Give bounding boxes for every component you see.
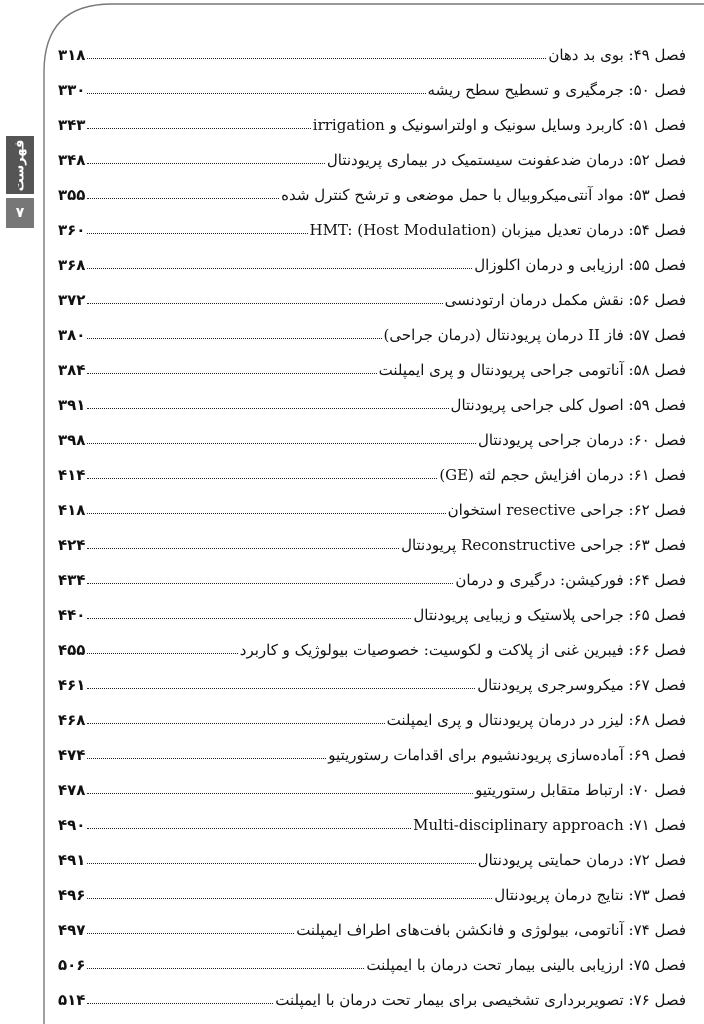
- side-tab-title: فهرست: [6, 136, 34, 194]
- toc-entry[interactable]: [58, 842, 686, 877]
- toc-entry-title: فصل ۶۴: فورکیشن: درگیری و درمان: [455, 570, 686, 589]
- toc-entry[interactable]: [58, 597, 686, 632]
- toc-entry-page: ۵۱۴: [58, 990, 86, 1009]
- dot-leader: [87, 723, 384, 724]
- toc-entry-page: ۴۹۱: [58, 850, 86, 869]
- toc-entry-title: فصل ۶۱: درمان افزایش حجم لثه (GE): [439, 465, 686, 484]
- toc-entry[interactable]: [58, 982, 686, 1017]
- side-tab-page-number: ۷: [6, 198, 34, 228]
- dot-leader: [87, 338, 381, 339]
- toc-entry[interactable]: [58, 422, 686, 457]
- toc-entry-page: ۳۴۸: [58, 150, 86, 169]
- toc-entry[interactable]: [58, 247, 686, 282]
- toc-entry[interactable]: [58, 177, 686, 212]
- toc-entry-title: فصل ۶۲: جراحی resective استخوان: [447, 500, 686, 519]
- toc-entry[interactable]: [58, 352, 686, 387]
- toc-entry[interactable]: [58, 457, 686, 492]
- toc-entry-title: فصل ۷۴: آناتومی، بیولوژی و فانکشن بافت‌های اطراف ایمپلنت: [296, 920, 686, 939]
- dot-leader: [87, 233, 307, 234]
- toc-entry[interactable]: [58, 562, 686, 597]
- dot-leader: [87, 968, 364, 969]
- toc-entry-page: ۴۷۸: [58, 780, 86, 799]
- dot-leader: [87, 408, 448, 409]
- toc-entry-page: ۴۶۸: [58, 710, 86, 729]
- toc-entry-page: ۴۹۰: [58, 815, 86, 834]
- toc-entry-page: ۳۳۰: [58, 80, 86, 99]
- toc-entry-title: فصل ۷۶: تصویربرداری تشخیصی برای بیمار تحت درمان با ایمپلنت: [275, 990, 686, 1009]
- toc-entry-page: ۳۶۰: [58, 220, 86, 239]
- dot-leader: [87, 58, 546, 59]
- toc-entry-page: ۳۸۰: [58, 325, 86, 344]
- toc-entry-title: فصل ۵۶: نقش مکمل درمان ارتودنسی: [444, 290, 686, 309]
- dot-leader: [87, 898, 492, 899]
- toc-entry-title: فصل ۴۹: بوی بد دهان: [548, 45, 686, 64]
- dot-leader: [87, 688, 475, 689]
- toc-entry-title: فصل ۶۰: درمان جراحی پریودنتال: [477, 430, 686, 449]
- dot-leader: [87, 303, 442, 304]
- dot-leader: [87, 933, 294, 934]
- toc-entry-page: ۴۶۱: [58, 675, 86, 694]
- toc-entry-title: فصل ۷۲: درمان حمایتی پریودنتال: [477, 850, 686, 869]
- dot-leader: [87, 128, 310, 129]
- toc-entry[interactable]: [58, 317, 686, 352]
- dot-leader: [87, 163, 324, 164]
- toc-entry[interactable]: [58, 667, 686, 702]
- dot-leader: [87, 583, 453, 584]
- dot-leader: [87, 653, 237, 654]
- toc-entry[interactable]: [58, 737, 686, 772]
- toc-entry[interactable]: [58, 702, 686, 737]
- toc-entry-title: فصل ۷۳: نتایج درمان پریودنتال: [494, 885, 686, 904]
- toc-entry-title: فصل ۶۷: میکروسرجری پریودنتال: [477, 675, 686, 694]
- dot-leader: [87, 618, 411, 619]
- dot-leader: [87, 513, 445, 514]
- dot-leader: [87, 373, 376, 374]
- toc-entry[interactable]: [58, 107, 686, 142]
- toc-entry-page: ۳۷۲: [58, 290, 86, 309]
- toc-entry[interactable]: [58, 72, 686, 107]
- toc-entry-title: فصل ۵۱: کاربرد وسایل سونیک و اولتراسونیک و irrigation: [312, 115, 686, 134]
- table-of-contents: [58, 37, 686, 1017]
- toc-entry-title: فصل ۶۳: جراحی Reconstructive پریودنتال: [401, 535, 686, 554]
- toc-entry-page: ۴۷۴: [58, 745, 86, 764]
- toc-entry[interactable]: [58, 387, 686, 422]
- toc-entry[interactable]: [58, 632, 686, 667]
- toc-entry-title: فصل ۶۹: آماده‌سازی پریودنشیوم برای اقدامات رستوریتیو: [328, 745, 686, 764]
- toc-entry[interactable]: [58, 142, 686, 177]
- dot-leader: [87, 1003, 273, 1004]
- toc-entry[interactable]: [58, 947, 686, 982]
- toc-entry-page: ۴۹۷: [58, 920, 86, 939]
- dot-leader: [87, 863, 475, 864]
- dot-leader: [87, 198, 279, 199]
- toc-entry[interactable]: [58, 37, 686, 72]
- dot-leader: [87, 93, 425, 94]
- toc-entry-title: فصل ۶۸: لیزر در درمان پریودنتال و پری ایمپلنت: [386, 710, 686, 729]
- toc-entry-page: ۴۴۰: [58, 605, 86, 624]
- dot-leader: [87, 478, 437, 479]
- toc-entry-title: فصل ۵۳: مواد آنتی‌میکروبیال با حمل موضعی و ترشح کنترل شده: [281, 185, 686, 204]
- toc-entry[interactable]: [58, 212, 686, 247]
- toc-entry-page: ۳۹۸: [58, 430, 86, 449]
- toc-entry-page: ۳۸۴: [58, 360, 86, 379]
- toc-entry-title: فصل ۵۸: آناتومی جراحی پریودنتال و پری ایمپلنت: [378, 360, 686, 379]
- toc-entry-title: فصل ۵۷: فاز II درمان پریودنتال (درمان جراحی): [383, 325, 686, 344]
- toc-entry-page: ۳۵۵: [58, 185, 86, 204]
- toc-entry-page: ۴۵۵: [58, 640, 86, 659]
- toc-entry[interactable]: [58, 772, 686, 807]
- toc-entry[interactable]: [58, 492, 686, 527]
- dot-leader: [87, 793, 473, 794]
- toc-entry[interactable]: [58, 527, 686, 562]
- toc-entry-page: ۴۱۸: [58, 500, 86, 519]
- toc-entry[interactable]: [58, 282, 686, 317]
- toc-entry-title: فصل ۵۵: ارزیابی و درمان اکلوزال: [474, 255, 686, 274]
- toc-entry-title: فصل ۶۵: جراحی پلاستیک و زیبایی پریودنتال: [413, 605, 686, 624]
- dot-leader: [87, 268, 472, 269]
- toc-entry-page: ۴۳۴: [58, 570, 86, 589]
- toc-entry[interactable]: [58, 877, 686, 912]
- toc-entry-title: فصل ۵۹: اصول کلی جراحی پریودنتال: [450, 395, 686, 414]
- toc-entry-page: ۳۱۸: [58, 45, 86, 64]
- toc-entry[interactable]: [58, 807, 686, 842]
- dot-leader: [87, 758, 326, 759]
- toc-entry-title: فصل ۶۶: فیبرین غنی از پلاکت و لکوسیت: خصوصیات بیولوژیک و کاربرد: [239, 640, 686, 659]
- toc-entry-page: ۳۹۱: [58, 395, 86, 414]
- toc-entry-title: فصل ۷۵: ارزیابی بالینی بیمار تحت درمان با ایمپلنت: [366, 955, 686, 974]
- toc-entry-page: ۳۶۸: [58, 255, 86, 274]
- toc-entry-page: ۵۰۶: [58, 955, 86, 974]
- toc-entry-title: فصل ۵۴: درمان تعدیل میزبان (HMT: (Host Modulation: [309, 220, 686, 239]
- dot-leader: [87, 828, 411, 829]
- toc-entry-title: فصل ۷۱: Multi-disciplinary approach: [413, 815, 686, 834]
- dot-leader: [87, 548, 399, 549]
- toc-entry-page: ۴۱۴: [58, 465, 86, 484]
- toc-entry-title: فصل ۵۰: جرمگیری و تسطیح سطح ریشه: [427, 80, 686, 99]
- toc-entry-title: فصل ۷۰: ارتباط متقابل رستوریتیو: [475, 780, 686, 799]
- section-side-tab: [6, 136, 34, 228]
- toc-entry-page: ۴۹۶: [58, 885, 86, 904]
- toc-entry-page: ۴۲۴: [58, 535, 86, 554]
- toc-entry-title: فصل ۵۲: درمان ضدعفونت سیستمیک در بیماری پریودنتال: [326, 150, 686, 169]
- toc-entry[interactable]: [58, 912, 686, 947]
- dot-leader: [87, 443, 475, 444]
- toc-entry-page: ۳۴۳: [58, 115, 86, 134]
